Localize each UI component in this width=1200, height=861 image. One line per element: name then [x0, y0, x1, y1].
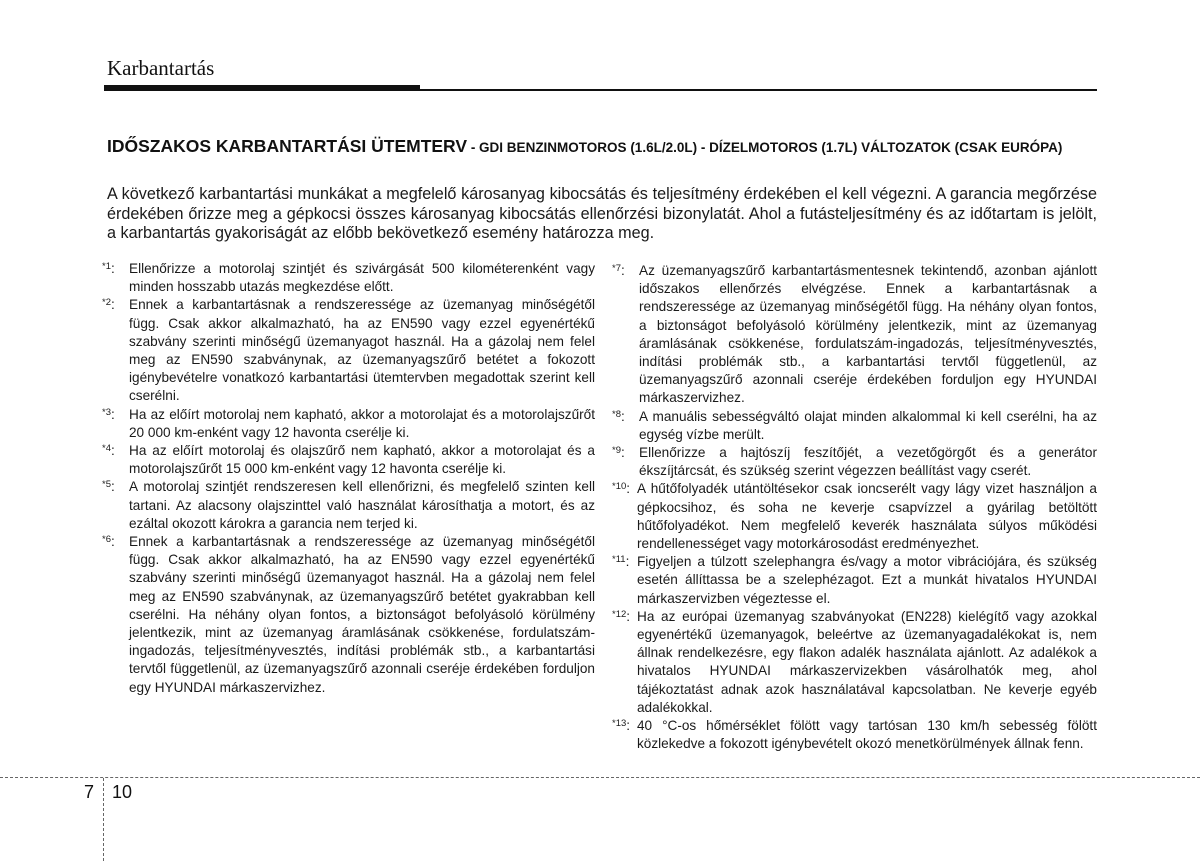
footnote-item: [612, 717, 1097, 753]
page-number: 10: [112, 782, 133, 802]
footnote-marker: $^{*5}$:: [102, 479, 115, 495]
footnote-text: Ha az európai üzemanyag szabványokat (EN228) kielégítő vagy azokkal egyenértékű üzemanyagok, beleértve az üzemanyagadalékokat is, nem állnak rendelkezésre, egy flakon adalék használata ajánlott. Az adalékok a hivatalos HYUNDAI márkaszervizekben vásárolhatók meg, ahol tájékoztatást adnak azok használatával kapcsolatban. Ne keverje egyéb adalékokkal.: [637, 608, 1097, 715]
footnote-marker: $^{*7}$:: [612, 263, 625, 278]
footnote-item: [102, 260, 595, 296]
footnote-item: [102, 296, 595, 405]
footnote-item: [102, 442, 595, 478]
footnote-marker: $^{*1}$:: [102, 261, 115, 276]
footnote-marker: $^{*12}$:: [612, 608, 631, 624]
section-heading: [107, 136, 1097, 158]
footnote-item: [612, 444, 1097, 480]
notes-left-column: [102, 260, 595, 697]
footnote-text: 40 °C-os hőmérséklet fölött vagy tartósan 130 km/h sebesség fölött közlekedve a fokozott igénybevételt okozó menetkörülmények állnak fenn.: [637, 718, 1097, 752]
footnote-item: [612, 553, 1097, 608]
footnote-marker: $^{*4}$:: [102, 443, 115, 459]
footnote-text: Figyeljen a túlzott szelephangra és/vagy a motor vibrációjára, és szükség esetén állíttassa be a szelephézagot. Ezt a munkát hivatalos HYUNDAI márkaszervizben végeztesse el.: [637, 554, 1097, 606]
footnote-text: Ellenőrizze a hajtószíj feszítőjét, a vezetőgörgőt és a generátor ékszíjtárcsát, és szükség szerint végezzen beállítást vagy cserét.: [639, 445, 1097, 479]
footnote-text: Ennek a karbantartásnak a rendszeressége az üzemanyag minőségétől függ. Csak akkor alkalmazható, ha az EN590 vagy ezzel egyenértékű szabvány szerinti minőségű üzemanyagot használ. Ha a gázolaj nem felel meg az EN590 szabványnak, az üzemanyagszűrő betétet a fokozott igénybevételre vonatkozó karbantartási ütemtervben megadottak szerint kell cserélni.: [129, 297, 595, 404]
footer-vertical-divider: [103, 778, 104, 861]
footnote-text: Ennek a karbantartásnak a rendszeressége az üzemanyag minőségétől függ. Csak akkor alkalmazható, ha az EN590 vagy ezzel egyenértékű szabvány szerinti minőségű üzemanyagot használ. Ha a gázolaj nem felel meg az EN590 szabványnak, az üzemanyagszűrő betétet gyakrabban kell cserélni. Ha néhány olyan fontos, a biztonságot befolyásoló körülmény jelentkezik, mint az üzemanyag áramlásának csökkenése, fordulatszám-ingadozás, teljesítményvesztés, indítási problémák stb., a karbantartási tervtől függetlenül, az üzemanyagszűrő azonnali cseréje érdekében forduljon egy HYUNDAI márkaszervizhez.: [129, 534, 595, 695]
footnote-text: Ha az előírt motorolaj nem kapható, akkor a motorolajat és a motorolajszűrőt 20 000 km-enként vagy 12 havonta cserélje ki.: [129, 406, 595, 440]
footnote-item: [102, 406, 595, 442]
footnote-item: [612, 262, 1097, 408]
footnote-item: [612, 408, 1097, 444]
footnote-marker: $^{*8}$:: [612, 408, 625, 424]
footnote-text: Az üzemanyagszűrő karbantartásmentesnek tekintendő, azonban ajánlott időszakos ellenőrzés elvégzése. Ennek a karbantartásnak a rendszeressége az üzemanyag minőségétől függ. Ha néhány olyan fontos, a biztonságot befolyásoló körülmény jelentkezik, mint az üzemanyag áramlásának csökkenése, fordulatszám-ingadozás, teljesítményvesztés, indítási problémák stb., a karbantartási tervtől függetlenül, az üzemanyagszűrő azonnali cseréje érdekében forduljon egy HYUNDAI márkaszervizhez.: [639, 263, 1097, 406]
header-rule-thick: [104, 85, 420, 91]
footnote-marker: $^{*11}$:: [612, 554, 630, 570]
footnote-marker: $^{*6}$:: [102, 534, 115, 550]
chapter-number: 7: [84, 782, 95, 802]
page-header-title: Karbantartás: [107, 56, 215, 80]
footnote-marker: $^{*13}$:: [612, 718, 631, 734]
footnote-text: A manuális sebességváltó olajat minden alkalommal ki kell cserélni, ha az egység vízbe merült.: [639, 408, 1097, 442]
footnote-text: Ellenőrizze a motorolaj szintjét és szivárgását 500 kilométerenként vagy minden hosszabb utazás megkezdése előtt.: [129, 261, 595, 295]
footnote-item: [612, 608, 1097, 717]
footnote-marker: $^{*3}$:: [102, 406, 115, 422]
notes-right-column: [612, 262, 1097, 753]
footnote-item: [612, 480, 1097, 553]
footnote-text: A motorolaj szintjét rendszeresen kell ellenőrizni, és megfelelő szinten kell tartani. Az alacsony olajszinttel való használat károsíthatja a motort, és az ezáltal okozott károkra a garancia nem terjed ki.: [129, 479, 595, 531]
section-heading-main: IDŐSZAKOS KARBANTARTÁSI ÜTEMTERV: [107, 136, 468, 156]
footnote-text: A hűtőfolyadék utántöltésekor csak ioncserélt vagy lágy vizet használjon a gépkocsihoz, és soha ne keverje csapvízzel a gyárilag betöltött hűtőfolyadékot. Nem megfelelő keverék használata súlyos működési rendellenességet vagy motorkárosodást eredményezhet.: [637, 481, 1097, 552]
footnote-marker: $^{*9}$:: [612, 445, 625, 461]
footnote-text: Ha az előírt motorolaj és olajszűrő nem kapható, akkor a motorolajat és a motorolajszűrőt 15 000 km-enként vagy 12 havonta cserélje ki.: [129, 443, 595, 477]
footer-divider: [0, 777, 1200, 778]
footnote-item: [102, 478, 595, 533]
intro-paragraph: A következő karbantartási munkákat a megfelelő károsanyag kibocsátás és teljesítmény érdekében el kell végezni. A garancia megőrzése érdekében őrizze meg a gépkocsi összes károsanyag kibocsátás ellenőrzési bizonylatát. Ahol a futásteljesítmény és az időtartam is jelölt, a karbantartás gyakoriságát az előbb bekövetkező esemény határozza meg.: [107, 185, 1097, 242]
footnote-marker: $^{*2}$:: [102, 297, 115, 313]
header-rule-thin: [420, 89, 1097, 91]
footnote-marker: $^{*10}$:: [612, 481, 631, 497]
section-heading-sub: - GDI BENZINMOTOROS (1.6L/2.0L) - DÍZELMOTOROS (1.7L) VÁLTOZATOK (CSAK EURÓPA): [467, 140, 1063, 155]
footnote-item: [102, 533, 595, 697]
